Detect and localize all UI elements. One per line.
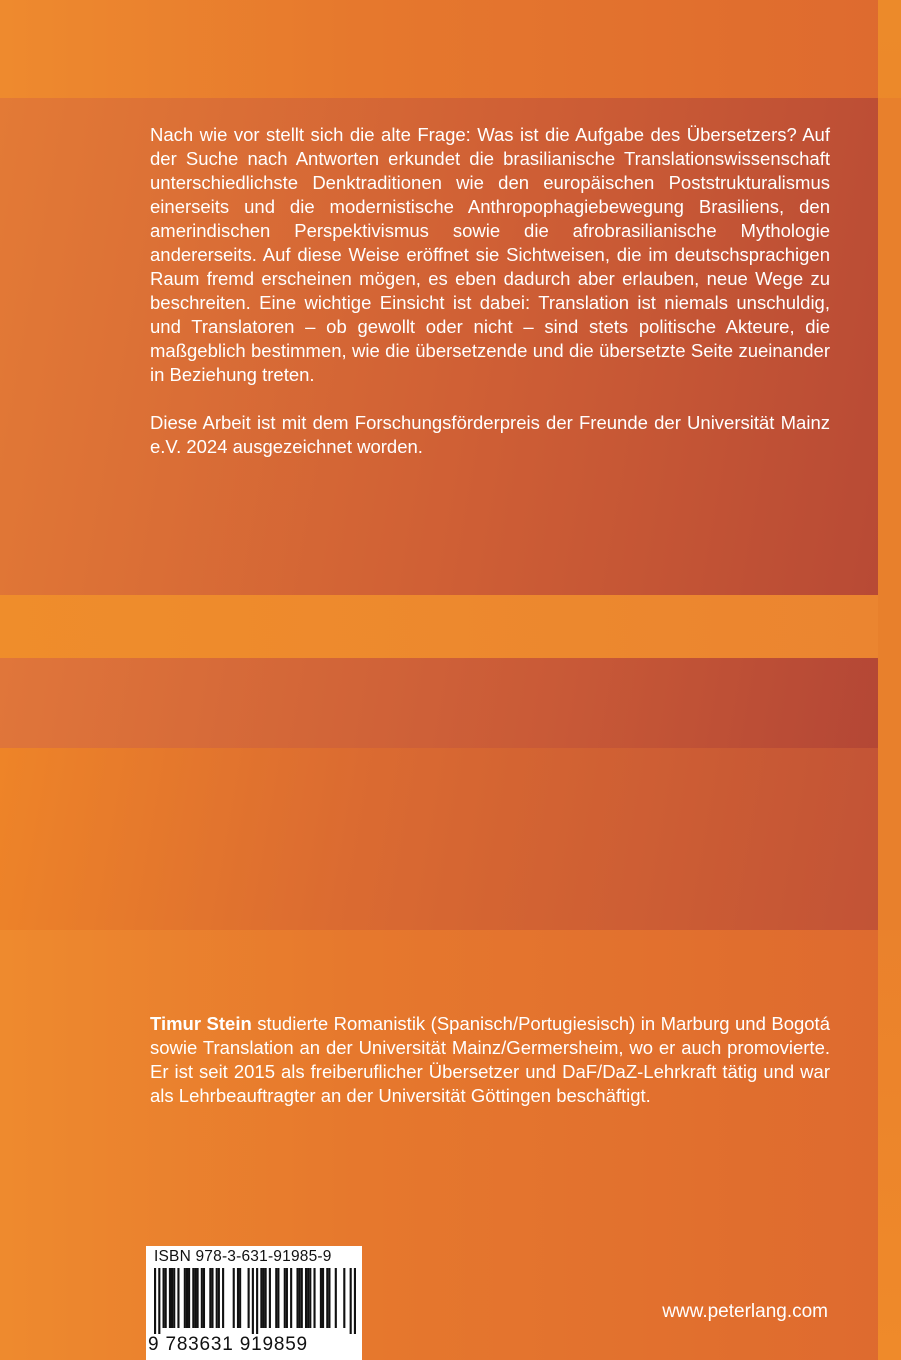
- blurb-text: [150, 123, 830, 459]
- award-paragraph: Diese Arbeit ist mit dem Forschungsförderpreis der Freunde der Universität Mainz e.V. 2024 ausgezeichnet worden.: [150, 412, 830, 457]
- author-paragraph: [150, 1012, 830, 1108]
- barcode-bar: [165, 1268, 167, 1328]
- barcode-bar: [163, 1268, 165, 1328]
- barcode-bar: [171, 1268, 173, 1328]
- barcode-bar: [320, 1268, 322, 1328]
- lower-color-band: [0, 748, 878, 930]
- barcode-bar: [305, 1268, 307, 1328]
- barcode-bar: [154, 1268, 156, 1334]
- barcode-bar: [186, 1268, 188, 1328]
- barcode-bar: [177, 1268, 179, 1328]
- barcode-bar: [169, 1268, 171, 1328]
- barcode-bar: [256, 1268, 258, 1334]
- isbn-label: ISBN 978-3-631-91985-9: [154, 1248, 332, 1265]
- barcode-bar: [290, 1268, 292, 1328]
- barcode-bar: [326, 1268, 328, 1328]
- publisher-website: www.peterlang.com: [662, 1301, 828, 1322]
- barcode-bar: [222, 1268, 224, 1328]
- barcode-bar: [309, 1268, 311, 1328]
- barcode-bar: [262, 1268, 264, 1328]
- barcode-bar: [269, 1268, 271, 1328]
- barcode-bar: [322, 1268, 324, 1328]
- middle-color-strip: [0, 595, 878, 658]
- barcode-bar: [265, 1268, 267, 1328]
- barcode-bar: [248, 1268, 250, 1328]
- barcode-bar: [299, 1268, 301, 1328]
- barcode-bar: [301, 1268, 303, 1328]
- barcode-bar: [188, 1268, 190, 1328]
- author-name: Timur Stein: [150, 1013, 252, 1034]
- barcode-bar: [343, 1268, 345, 1328]
- barcode-bar: [350, 1268, 352, 1334]
- barcode-bar: [192, 1268, 194, 1328]
- barcode-bar: [239, 1268, 241, 1328]
- isbn-barcode: [146, 1246, 362, 1360]
- barcode-bar: [260, 1268, 262, 1328]
- barcode-bar: [203, 1268, 205, 1328]
- right-edge-block: [878, 98, 901, 930]
- barcode-bar: [211, 1268, 213, 1328]
- author-bio-text: studierte Romanistik (Spanisch/Portugiesisch) in Marburg und Bogotá sowie Translation an der Universität Mainz/Germersheim, wo er auch promovierte. Er ist seit 2015 als freiberuflicher Übersetzer und DaF/DaZ-Lehrkraft tätig und war als Lehrbeauftragter an der Universität Göttingen beschäftigt.: [150, 1013, 830, 1106]
- blurb-paragraph: Nach wie vor stellt sich die alte Frage: Was ist die Aufgabe des Übersetzers? Auf der Suche nach Antworten erkundet die brasilianische Translationswissenschaft unterschiedlichste Denktraditionen wie den europäischen Poststrukturalismus einerseits und die modernistische Anthropophagiebewegung Brasiliens, den amerindischen Perspektivismus sowie die afrobrasilianische Mythologie andererseits. Auf diese Weise eröffnet sie Sichtweisen, die im deutschsprachigen Raum fremd erscheinen mögen, es eben dadurch aber erlauben, neue Wege zu beschreiten. Eine wichtige Einsicht ist dabei: Translation ist niemals unschuldig, und Translatoren – ob gewollt oder nicht – sind stets politische Akteure, die maßgeblich bestimmen, wie die übersetzende und die übersetzte Seite zueinander in Beziehung treten.: [150, 124, 830, 385]
- barcode-bars: [154, 1268, 356, 1334]
- barcode-bar: [184, 1268, 186, 1328]
- barcode-bar: [194, 1268, 196, 1328]
- barcode-bar: [335, 1268, 337, 1328]
- barcode-bar: [277, 1268, 279, 1328]
- barcode-bar: [296, 1268, 298, 1328]
- barcode-bar: [216, 1268, 218, 1328]
- barcode-bar: [197, 1268, 199, 1328]
- barcode-bar: [328, 1268, 330, 1328]
- barcode-bar: [286, 1268, 288, 1328]
- barcode-bar: [313, 1268, 315, 1328]
- barcode-bar: [237, 1268, 239, 1328]
- barcode-bar: [173, 1268, 175, 1328]
- barcode-bar: [201, 1268, 203, 1328]
- barcode-digits: 9 783631 919859: [148, 1334, 308, 1355]
- barcode-bar: [158, 1268, 160, 1334]
- barcode-bar: [209, 1268, 211, 1328]
- barcode-bar: [275, 1268, 277, 1328]
- author-bio: [150, 1012, 830, 1108]
- barcode-bar: [284, 1268, 286, 1328]
- barcode-bar: [354, 1268, 356, 1334]
- barcode-bar: [307, 1268, 309, 1328]
- barcode-bar: [252, 1268, 254, 1334]
- barcode-bar: [233, 1268, 235, 1328]
- barcode-bar: [218, 1268, 220, 1328]
